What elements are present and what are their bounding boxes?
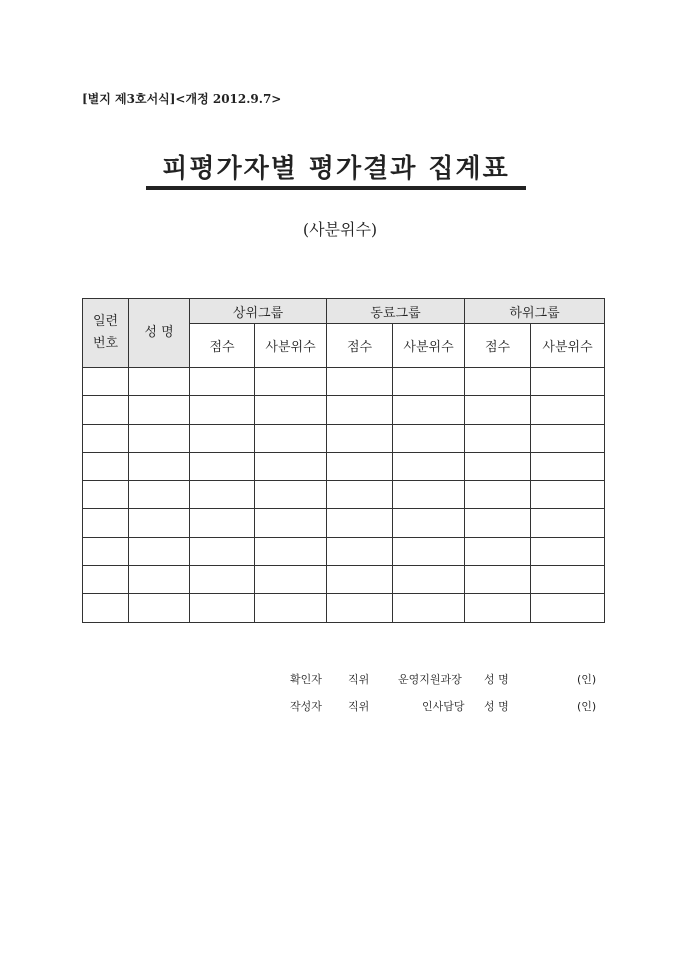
table-cell[interactable]: [255, 481, 327, 509]
table-cell[interactable]: [190, 509, 255, 537]
table-cell[interactable]: [531, 594, 605, 622]
confirmer-role: 확인자: [290, 673, 322, 686]
table-cell[interactable]: [255, 537, 327, 565]
table-cell[interactable]: [255, 368, 327, 396]
table-cell[interactable]: [465, 566, 531, 594]
table-cell[interactable]: [129, 594, 190, 622]
table-cell[interactable]: [255, 509, 327, 537]
table-cell[interactable]: [129, 566, 190, 594]
table-cell[interactable]: [83, 566, 129, 594]
evaluation-summary-table: [82, 298, 605, 623]
table-cell[interactable]: [465, 537, 531, 565]
header-group-peer: 동료그룹: [327, 299, 465, 324]
table-cell[interactable]: [83, 594, 129, 622]
table-cell[interactable]: [531, 509, 605, 537]
table-cell[interactable]: [83, 396, 129, 424]
table-cell[interactable]: [465, 481, 531, 509]
table-cell[interactable]: [327, 481, 393, 509]
author-position-label: 직위: [348, 700, 370, 713]
document-title: 피평가자별 평가결과 집계표: [162, 154, 510, 184]
table-cell[interactable]: [327, 566, 393, 594]
table-body: [83, 368, 605, 623]
header-serial-line1: 일련: [92, 314, 119, 329]
document-subtitle: (사분위수): [302, 220, 378, 239]
table-row: [83, 424, 605, 452]
table-cell[interactable]: [327, 537, 393, 565]
table-cell[interactable]: [129, 452, 190, 480]
table-cell[interactable]: [393, 594, 465, 622]
table-cell[interactable]: [255, 396, 327, 424]
table-cell[interactable]: [531, 537, 605, 565]
confirmer-position: 운영지원과장: [398, 673, 462, 686]
confirmer-seal: (인): [577, 673, 597, 686]
table-cell[interactable]: [255, 566, 327, 594]
table-row: [83, 566, 605, 594]
table-cell[interactable]: [393, 481, 465, 509]
header-peer-score: 점수: [327, 324, 393, 368]
confirmer-position-label: 직위: [348, 673, 370, 686]
table-row: [83, 396, 605, 424]
table-row: [83, 481, 605, 509]
table-cell[interactable]: [327, 396, 393, 424]
table-cell[interactable]: [129, 509, 190, 537]
table-cell[interactable]: [83, 424, 129, 452]
table-cell[interactable]: [129, 481, 190, 509]
table-cell[interactable]: [83, 368, 129, 396]
table-cell[interactable]: [327, 368, 393, 396]
table-cell[interactable]: [190, 368, 255, 396]
table-cell[interactable]: [129, 368, 190, 396]
table-row: [83, 594, 605, 622]
table-cell[interactable]: [393, 452, 465, 480]
table-cell[interactable]: [255, 452, 327, 480]
table-cell[interactable]: [190, 594, 255, 622]
table-cell[interactable]: [531, 368, 605, 396]
table-cell[interactable]: [83, 481, 129, 509]
table-row: [83, 537, 605, 565]
table-cell[interactable]: [327, 509, 393, 537]
table-cell[interactable]: [531, 481, 605, 509]
table-cell[interactable]: [465, 594, 531, 622]
header-upper-quartile: 사분위수: [255, 324, 327, 368]
header-serial-line2: 번호: [92, 336, 119, 351]
table-cell[interactable]: [327, 594, 393, 622]
header-group-lower: 하위그룹: [465, 299, 605, 324]
author-name-label: 성 명: [484, 700, 509, 713]
header-upper-score: 점수: [190, 324, 255, 368]
table-row: [83, 452, 605, 480]
table-cell[interactable]: [393, 368, 465, 396]
table-cell[interactable]: [465, 396, 531, 424]
table-cell[interactable]: [327, 452, 393, 480]
table-cell[interactable]: [83, 509, 129, 537]
table-cell[interactable]: [129, 424, 190, 452]
header-name: 성 명: [129, 299, 190, 368]
author-seal: (인): [577, 700, 597, 713]
table-cell[interactable]: [465, 368, 531, 396]
table-cell[interactable]: [83, 452, 129, 480]
table-cell[interactable]: [531, 424, 605, 452]
table-cell[interactable]: [129, 537, 190, 565]
header-group-upper: 상위그룹: [190, 299, 327, 324]
table-row: [83, 368, 605, 396]
table-cell[interactable]: [465, 452, 531, 480]
table-row: [83, 509, 605, 537]
table-cell[interactable]: [465, 424, 531, 452]
table-cell[interactable]: [190, 424, 255, 452]
confirmer-name-label: 성 명: [484, 673, 509, 686]
author-role: 작성자: [290, 700, 322, 713]
table-cell[interactable]: [531, 452, 605, 480]
table-cell[interactable]: [465, 509, 531, 537]
table-cell[interactable]: [393, 396, 465, 424]
table-cell[interactable]: [190, 452, 255, 480]
table-cell[interactable]: [327, 424, 393, 452]
table-cell[interactable]: [190, 537, 255, 565]
table-cell[interactable]: [393, 537, 465, 565]
header-lower-quartile: 사분위수: [531, 324, 605, 368]
table-cell[interactable]: [255, 594, 327, 622]
author-position: 인사담당: [422, 700, 465, 713]
table-cell[interactable]: [83, 537, 129, 565]
table-cell[interactable]: [393, 424, 465, 452]
header-lower-score: 점수: [465, 324, 531, 368]
table-cell[interactable]: [190, 566, 255, 594]
table-cell[interactable]: [190, 481, 255, 509]
title-underline: [146, 186, 526, 190]
header-peer-quartile: 사분위수: [393, 324, 465, 368]
form-number-label: [별지 제3호서식]<개정 2012.9.7>: [82, 92, 282, 106]
table-cell[interactable]: [531, 566, 605, 594]
header-serial-number: [83, 299, 129, 368]
table-cell[interactable]: [255, 424, 327, 452]
table-cell[interactable]: [393, 509, 465, 537]
table-cell[interactable]: [129, 396, 190, 424]
table-cell[interactable]: [531, 396, 605, 424]
table-cell[interactable]: [190, 396, 255, 424]
table-cell[interactable]: [393, 566, 465, 594]
